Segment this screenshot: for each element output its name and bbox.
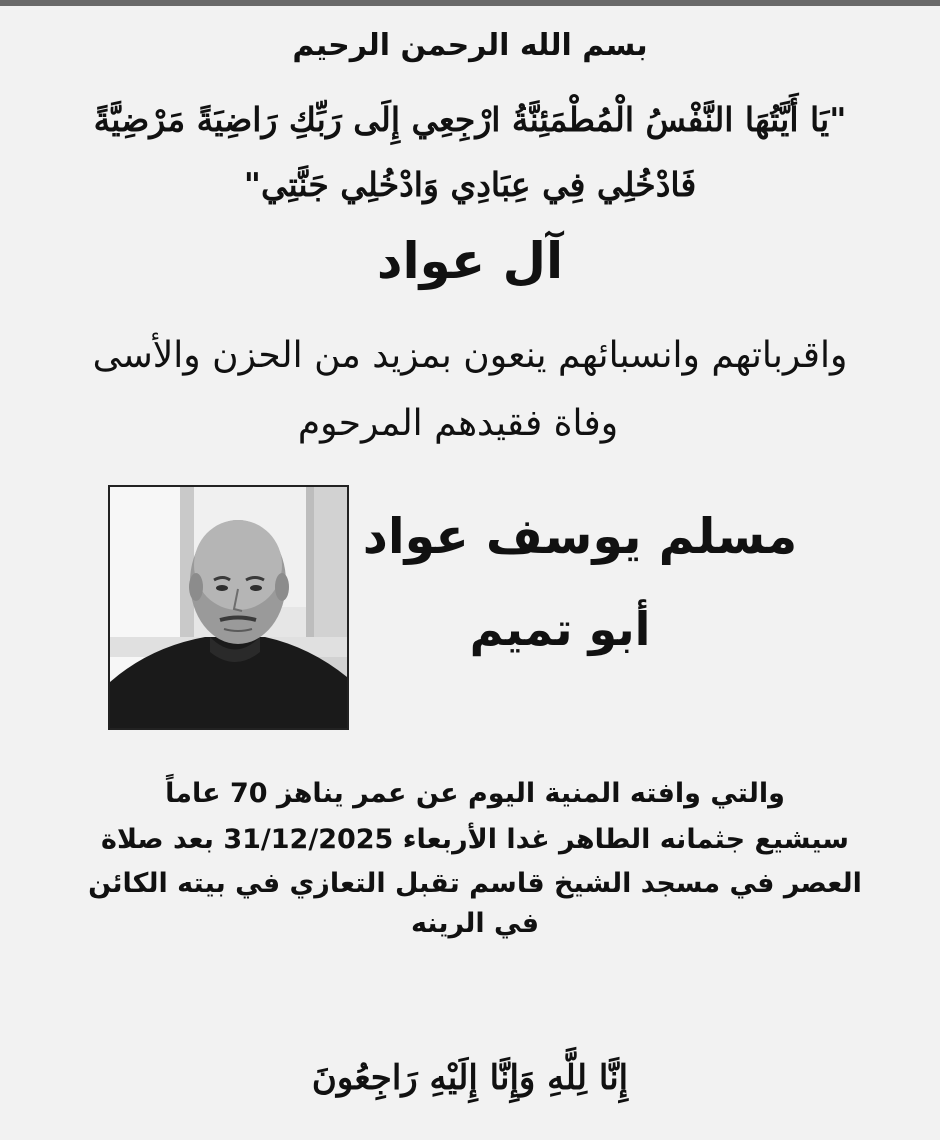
closing-verse: إِنَّا لِلَّهِ وَإِنَّا إِلَيْهِ رَاجِعُونَ bbox=[311, 1058, 629, 1098]
mourning-line-2: وفاة فقيدهم المرحوم bbox=[297, 403, 619, 444]
top-edge-bar bbox=[0, 0, 940, 6]
details-line-4: في الرينه bbox=[410, 908, 540, 939]
deceased-kunya: أبو تميم bbox=[469, 602, 651, 656]
family-name: آل عواد bbox=[376, 232, 564, 290]
details-line-3: العصر في مسجد الشيخ قاسم تقبل التعازي في بيته الكائن bbox=[88, 868, 862, 899]
details-line-2: سيشيع جثمانه الطاهر غدا الأربعاء 31/12/2025 بعد صلاة bbox=[101, 824, 849, 855]
mourning-line-1: واقرباتهم وانسبائهم ينعون بمزيد من الحزن والأسى bbox=[92, 335, 848, 376]
quran-verse-line-1: "يَا أَيَّتُهَا النَّفْسُ الْمُطْمَئِنَّةُ ارْجِعِي إِلَى رَبِّكِ رَاضِيَةً مَرْضِيَّةً bbox=[93, 100, 847, 139]
details-line-1: والتي وافته المنية اليوم عن عمر يناهز 70 عاماً bbox=[165, 778, 785, 809]
deceased-name: مسلم يوسف عواد bbox=[362, 508, 798, 565]
quran-verse-line-2: فَادْخُلِي فِي عِبَادِي وَادْخُلِي جَنَّتِي" bbox=[243, 165, 697, 204]
deceased-photo bbox=[108, 485, 349, 730]
basmala: بسم الله الرحمن الرحيم bbox=[292, 28, 648, 63]
